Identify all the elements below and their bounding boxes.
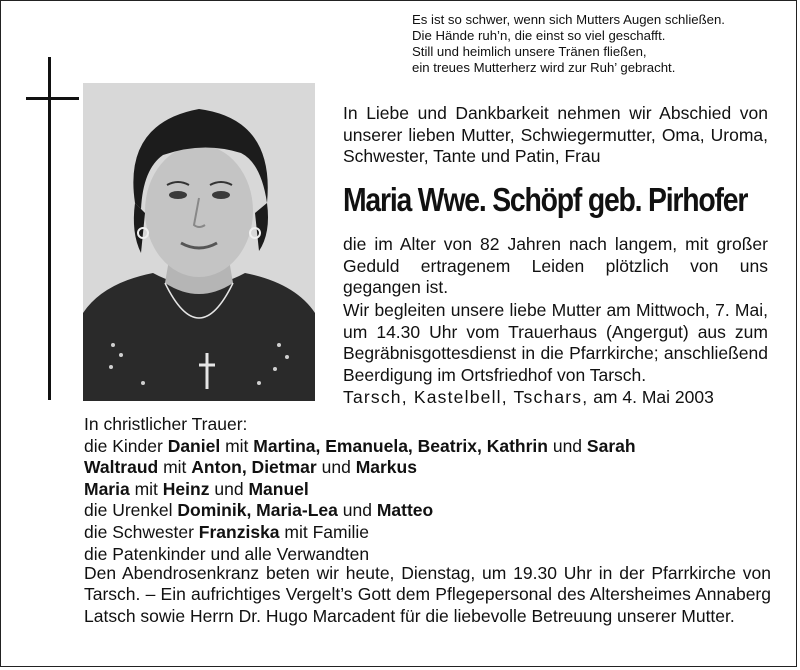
places: Tarsch, Kastelbell, Tschars,: [343, 387, 589, 407]
mourner-connector: mit: [225, 435, 249, 456]
mourner-name: Markus: [355, 457, 417, 478]
mourner-name: Anton, Dietmar: [191, 457, 317, 478]
place-date-line: [343, 387, 768, 409]
mourners-line: [84, 500, 784, 522]
mourner-connector: mit: [134, 478, 158, 499]
mourner-label: die Schwester: [84, 521, 194, 542]
poem-line: Die Hände ruh’n, die einst so viel geschafft.: [412, 28, 666, 43]
mourners-heading: In christlicher Trauer:: [84, 414, 248, 434]
poem: [412, 12, 792, 76]
mourner-name: Daniel: [167, 435, 221, 456]
mourner-label: die Kinder: [84, 435, 163, 456]
mourner-connector: und: [321, 457, 351, 478]
mourner-name: Waltraud: [84, 457, 159, 478]
mourner-label: mit Familie: [284, 521, 369, 542]
mourners-line: die Patenkinder und alle Verwandten: [84, 543, 370, 564]
intro-text: In Liebe und Dankbarkeit nehmen wir Abschied von unserer lieben Mutter, Schwiegermutter, Oma, Uroma, Schwester, Tante und Patin, Frau: [343, 103, 768, 166]
mourners-line: [84, 457, 784, 479]
mourner-connector: und: [342, 500, 372, 521]
passing-paragraph: die im Alter von 82 Jahren nach langem, mit großer Geduld ertragenem Leiden plötzlich von uns gegangen ist.: [343, 234, 768, 297]
mourner-name: Sarah: [586, 435, 636, 456]
mourners-line: [84, 479, 784, 501]
mourner-name: Franziska: [198, 521, 280, 542]
mourner-name: Manuel: [248, 478, 309, 499]
mourner-label: die Urenkel: [84, 500, 173, 521]
portrait-photo: [83, 83, 315, 401]
mourner-name: Matteo: [376, 500, 434, 521]
mourners-line: [84, 436, 784, 458]
portrait-image: [83, 83, 315, 401]
deceased-name: Maria Wwe. Schöpf geb. Pirhofer: [343, 181, 748, 218]
mourner-name: Dominik, Maria-Lea: [177, 500, 338, 521]
mourner-connector: und: [214, 478, 244, 499]
mourners-line: [84, 522, 784, 544]
mourner-name: Maria: [84, 478, 130, 499]
poem-line: Still und heimlich unsere Tränen fließen,: [412, 44, 647, 59]
mourner-connector: und: [552, 435, 583, 456]
funeral-paragraph: Wir begleiten unsere liebe Mutter am Mittwoch, 7. Mai, um 14.30 Uhr vom Trauerhaus (Angergut) aus zum Begräbnisgottesdienst in die Pfarrkirche; anschließend Beerdigung im Ortsfriedhof von Tarsch.: [343, 300, 768, 385]
mourner-name: Martina, Emanuela, Beatrix, Kathrin: [253, 435, 548, 456]
mourner-name: Heinz: [162, 478, 210, 499]
mourner-connector: mit: [163, 457, 187, 478]
poem-line: ein treues Mutterherz wird zur Ruh’ gebracht.: [412, 60, 676, 75]
closing-paragraph: Den Abendrosenkranz beten wir heute, Dienstag, um 19.30 Uhr in der Pfarrkirche von Tarsch. – Ein aufrichtiges Vergelt’s Gott dem Pflegepersonal des Altersheimes Annaberg Latsch sowie Herrn Dr. Hugo Marcadent für die liebevolle Betreuung unserer Mutter.: [84, 563, 771, 626]
date: am 4. Mai 2003: [593, 387, 714, 407]
mourners-list: [84, 414, 784, 565]
poem-line: Es ist so schwer, wenn sich Mutters Augen schließen.: [412, 12, 725, 27]
